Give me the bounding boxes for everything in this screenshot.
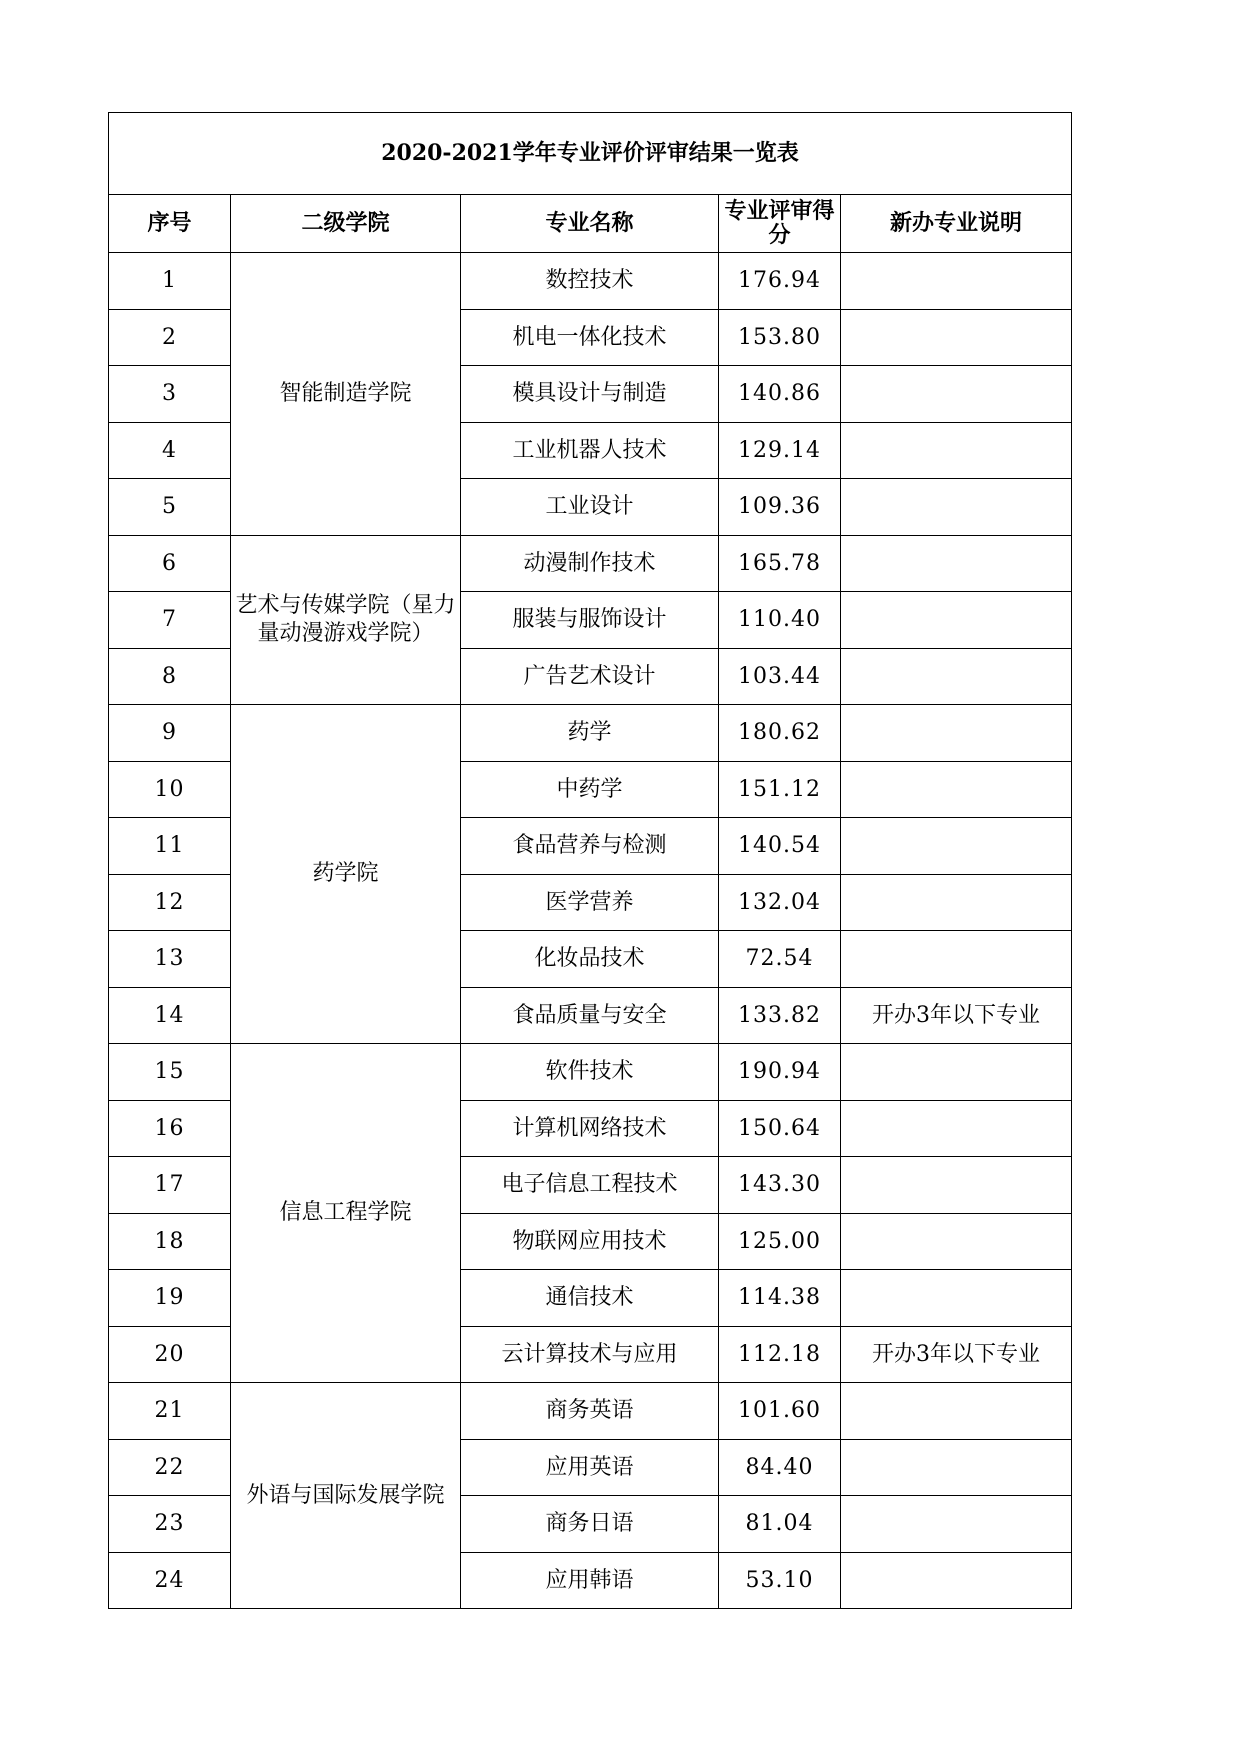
cell-major: 商务英语: [461, 1383, 719, 1440]
cell-major: 电子信息工程技术: [461, 1157, 719, 1214]
cell-note: [841, 818, 1072, 875]
cell-major: 动漫制作技术: [461, 535, 719, 592]
cell-seq: 13: [109, 931, 231, 988]
cell-note: [841, 422, 1072, 479]
cell-score: 133.82: [719, 987, 841, 1044]
cell-major: 通信技术: [461, 1270, 719, 1327]
cell-note: [841, 1383, 1072, 1440]
cell-note: [841, 1044, 1072, 1101]
cell-note: [841, 1270, 1072, 1327]
cell-seq: 18: [109, 1213, 231, 1270]
cell-score: 190.94: [719, 1044, 841, 1101]
cell-college: 信息工程学院: [231, 1044, 461, 1383]
cell-score: 165.78: [719, 535, 841, 592]
cell-seq: 4: [109, 422, 231, 479]
table-body: [109, 253, 1072, 1609]
table-row: [109, 705, 1072, 762]
cell-note: [841, 1439, 1072, 1496]
cell-note: [841, 761, 1072, 818]
cell-seq: 21: [109, 1383, 231, 1440]
cell-major: 商务日语: [461, 1496, 719, 1553]
cell-college: 药学院: [231, 705, 461, 1044]
cell-major: 计算机网络技术: [461, 1100, 719, 1157]
header-row: [109, 195, 1072, 253]
table-row: [109, 1383, 1072, 1440]
table-row: [109, 535, 1072, 592]
cell-seq: 12: [109, 874, 231, 931]
cell-major: 食品质量与安全: [461, 987, 719, 1044]
cell-score: 153.80: [719, 309, 841, 366]
cell-note: [841, 1496, 1072, 1553]
header-major: 专业名称: [461, 195, 719, 253]
cell-major: 应用韩语: [461, 1552, 719, 1609]
cell-major: 物联网应用技术: [461, 1213, 719, 1270]
cell-note: [841, 648, 1072, 705]
cell-score: 114.38: [719, 1270, 841, 1327]
cell-score: 103.44: [719, 648, 841, 705]
cell-score: 150.64: [719, 1100, 841, 1157]
cell-seq: 22: [109, 1439, 231, 1496]
cell-seq: 11: [109, 818, 231, 875]
cell-major: 服装与服饰设计: [461, 592, 719, 649]
cell-major: 医学营养: [461, 874, 719, 931]
cell-major: 模具设计与制造: [461, 366, 719, 423]
cell-score: 101.60: [719, 1383, 841, 1440]
cell-major: 药学: [461, 705, 719, 762]
cell-seq: 6: [109, 535, 231, 592]
cell-score: 180.62: [719, 705, 841, 762]
cell-college: 智能制造学院: [231, 253, 461, 536]
cell-college: 艺术与传媒学院（星力量动漫游戏学院）: [231, 535, 461, 705]
cell-seq: 8: [109, 648, 231, 705]
cell-note: [841, 1100, 1072, 1157]
cell-note: 开办3年以下专业: [841, 1326, 1072, 1383]
cell-note: [841, 1552, 1072, 1609]
cell-seq: 24: [109, 1552, 231, 1609]
cell-seq: 17: [109, 1157, 231, 1214]
cell-note: [841, 1157, 1072, 1214]
cell-seq: 19: [109, 1270, 231, 1327]
cell-major: 食品营养与检测: [461, 818, 719, 875]
cell-major: 工业机器人技术: [461, 422, 719, 479]
cell-score: 53.10: [719, 1552, 841, 1609]
cell-note: [841, 479, 1072, 536]
cell-major: 数控技术: [461, 253, 719, 310]
cell-seq: 1: [109, 253, 231, 310]
cell-note: [841, 535, 1072, 592]
cell-note: 开办3年以下专业: [841, 987, 1072, 1044]
cell-note: [841, 592, 1072, 649]
cell-score: 81.04: [719, 1496, 841, 1553]
header-score: 专业评审得分: [719, 195, 841, 253]
header-college: 二级学院: [231, 195, 461, 253]
cell-seq: 14: [109, 987, 231, 1044]
cell-seq: 2: [109, 309, 231, 366]
cell-seq: 9: [109, 705, 231, 762]
cell-major: 化妆品技术: [461, 931, 719, 988]
cell-score: 109.36: [719, 479, 841, 536]
table-title: 2020-2021学年专业评价评审结果一览表: [109, 113, 1072, 195]
cell-major: 机电一体化技术: [461, 309, 719, 366]
cell-seq: 16: [109, 1100, 231, 1157]
cell-note: [841, 874, 1072, 931]
cell-note: [841, 366, 1072, 423]
cell-major: 云计算技术与应用: [461, 1326, 719, 1383]
cell-seq: 20: [109, 1326, 231, 1383]
cell-major: 中药学: [461, 761, 719, 818]
cell-score: 112.18: [719, 1326, 841, 1383]
cell-score: 110.40: [719, 592, 841, 649]
cell-seq: 7: [109, 592, 231, 649]
table-row: [109, 1044, 1072, 1101]
cell-seq: 23: [109, 1496, 231, 1553]
cell-score: 72.54: [719, 931, 841, 988]
cell-major: 软件技术: [461, 1044, 719, 1101]
cell-major: 工业设计: [461, 479, 719, 536]
evaluation-table: [108, 112, 1072, 1609]
cell-note: [841, 253, 1072, 310]
cell-note: [841, 309, 1072, 366]
cell-note: [841, 1213, 1072, 1270]
cell-seq: 5: [109, 479, 231, 536]
cell-major: 应用英语: [461, 1439, 719, 1496]
evaluation-sheet: [108, 112, 1071, 1609]
cell-score: 125.00: [719, 1213, 841, 1270]
cell-seq: 10: [109, 761, 231, 818]
cell-note: [841, 931, 1072, 988]
cell-score: 129.14: [719, 422, 841, 479]
cell-college: 外语与国际发展学院: [231, 1383, 461, 1609]
cell-major: 广告艺术设计: [461, 648, 719, 705]
cell-note: [841, 705, 1072, 762]
cell-score: 140.86: [719, 366, 841, 423]
cell-score: 176.94: [719, 253, 841, 310]
table-row: [109, 253, 1072, 310]
cell-score: 143.30: [719, 1157, 841, 1214]
cell-score: 151.12: [719, 761, 841, 818]
cell-seq: 15: [109, 1044, 231, 1101]
cell-score: 84.40: [719, 1439, 841, 1496]
cell-score: 140.54: [719, 818, 841, 875]
cell-seq: 3: [109, 366, 231, 423]
header-seq: 序号: [109, 195, 231, 253]
header-note: 新办专业说明: [841, 195, 1072, 253]
cell-score: 132.04: [719, 874, 841, 931]
title-row: [109, 113, 1072, 195]
